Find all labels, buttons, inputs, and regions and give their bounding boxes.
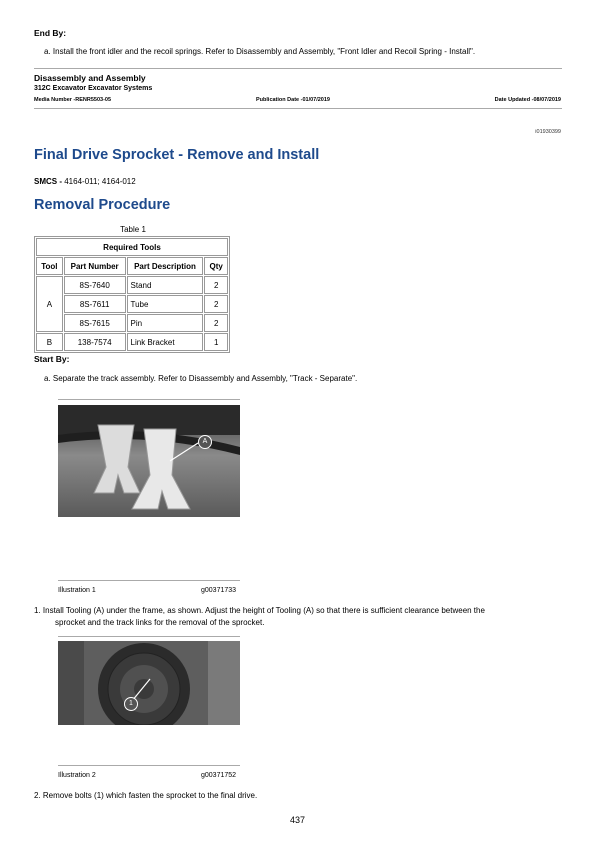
qty-cell: 2 [204,314,228,332]
doc-title: Disassembly and Assembly [34,73,146,83]
section-title: Removal Procedure [34,197,171,213]
start-by-step-a: a. Separate the track assembly. Refer to Disassembly and Assembly, "Track - Separate". [44,374,358,383]
end-by-heading: End By: [34,28,67,38]
smcs-line [34,177,136,186]
qty-cell: 2 [204,276,228,294]
jack-stands-photo [58,405,240,517]
table-row [36,295,228,313]
required-tools-table [34,236,230,353]
doc-id: i01930399 [535,129,561,135]
table-row [36,333,228,351]
doc-subtitle: 312C Excavator Excavator Systems [34,85,153,92]
header-part-number: Part Number [64,257,126,275]
qty-cell: 1 [204,333,228,351]
callout-1: 1 [124,697,138,711]
step-1-line-1: 1. Install Tooling (A) under the frame, as shown. Adjust the height of Tooling (A) so that there is sufficient clearance between the [34,606,485,615]
part-number-cell: 8S-7611 [64,295,126,313]
divider [58,580,240,581]
smcs-codes: 4164-011; 4164-012 [64,177,136,186]
table-row [36,314,228,332]
illustration-1-photo [58,405,240,517]
end-by-step-a: a. Install the front idler and the recoil springs. Refer to Disassembly and Assembly, "Front Idler and Recoil Spring - Install". [44,47,476,56]
part-description-cell: Pin [127,314,204,332]
divider [58,765,240,766]
illustration-1-code: g00371733 [201,587,237,594]
start-by-heading: Start By: [34,354,70,364]
sprocket-photo [58,641,240,725]
publication-date: Publication Date -01/07/2019 [256,97,330,103]
part-number-cell: 8S-7640 [64,276,126,294]
qty-cell: 2 [204,295,228,313]
date-updated: Date Updated -08/07/2019 [494,97,561,103]
table-title: Required Tools [36,238,228,256]
divider [34,108,562,109]
part-number-cell: 8S-7615 [64,314,126,332]
illustration-1-label: Illustration 1 [58,587,96,594]
divider [34,68,562,69]
header-part-description: Part Description [127,257,204,275]
part-description-cell: Tube [127,295,204,313]
divider [58,636,240,637]
header-tool: Tool [36,257,63,275]
page-title: Final Drive Sprocket - Remove and Install [34,147,320,163]
divider [58,399,240,400]
illustration-2-photo [58,641,240,725]
part-number-cell: 138-7574 [64,333,126,351]
smcs-label: SMCS - [34,177,62,186]
header-qty: Qty [204,257,228,275]
part-description-cell: Stand [127,276,204,294]
page-number: 437 [289,815,306,825]
illustration-2-code: g00371752 [201,772,237,779]
tool-cell: A [36,276,63,332]
step-1-line-2: sprocket and the track links for the removal of the sprocket. [55,618,265,627]
tool-cell: B [36,333,63,351]
media-number: Media Number -RENR5503-05 [34,97,112,103]
table-row [36,276,228,294]
table-caption: Table 1 [120,225,146,234]
illustration-2-label: Illustration 2 [58,772,96,779]
callout-a: A [198,435,212,449]
step-2: 2. Remove bolts (1) which fasten the sprocket to the final drive. [34,791,258,800]
part-description-cell: Link Bracket [127,333,204,351]
